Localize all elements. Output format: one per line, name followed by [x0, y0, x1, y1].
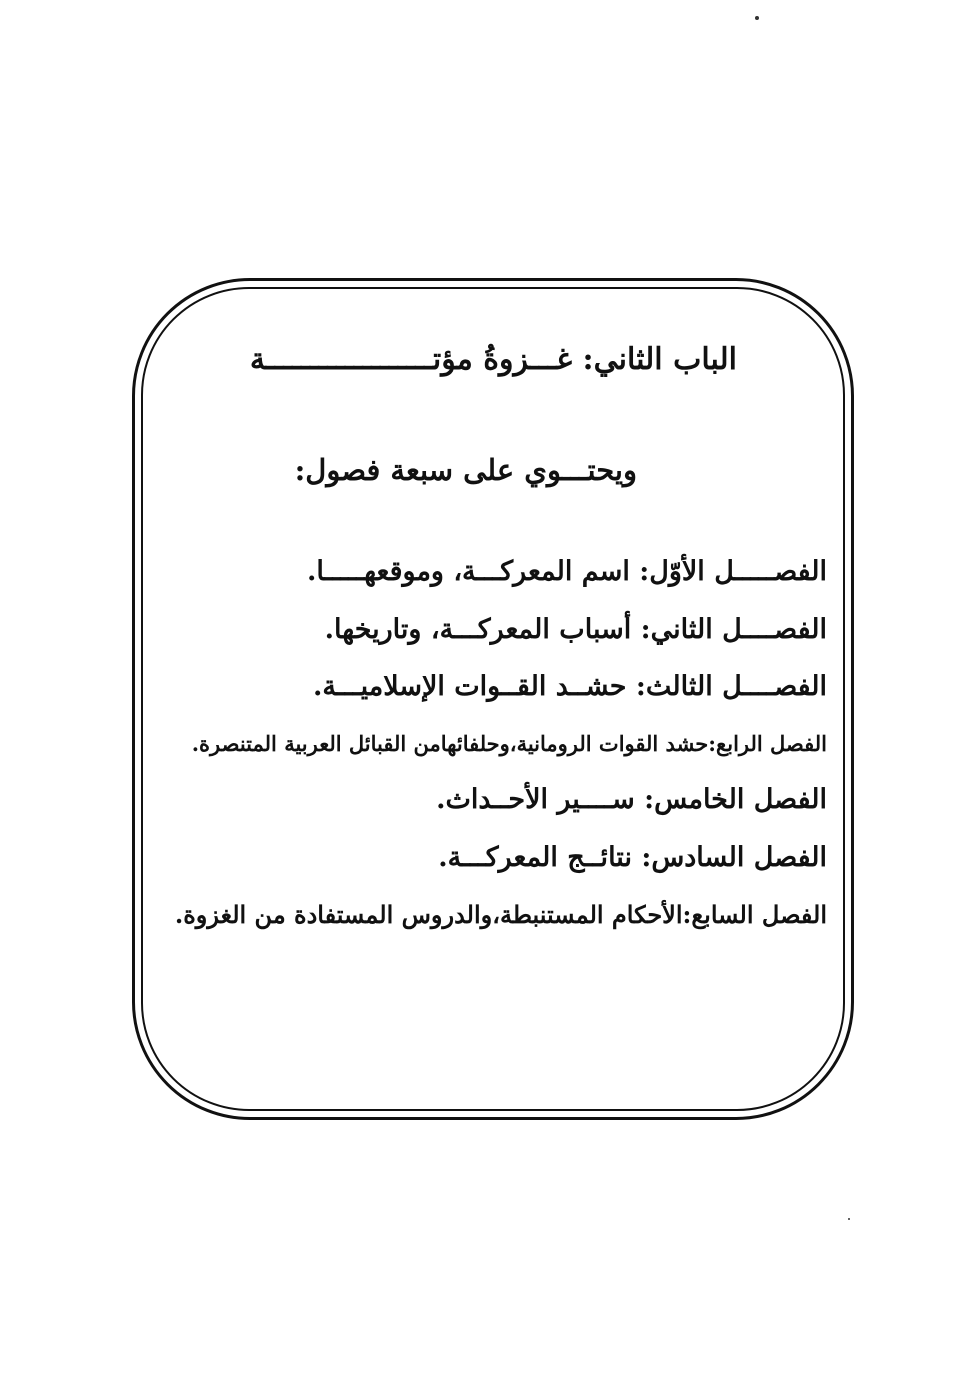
chapter-3: الفصــــل الثالث: حشــد القــوات الإسلاميـــة.	[313, 671, 827, 702]
chapter-5: الفصل الخامس: ســــير الأحــداث.	[436, 784, 827, 815]
scan-speck-top	[755, 16, 759, 20]
chapter-1: الفصـــــل الأوّل: اسم المعركـــة، وموقعهـــــا.	[306, 556, 827, 587]
chapter-2: الفصــــل الثاني: أسباب المعركـــة، وتاريخها.	[324, 614, 827, 645]
chapter-4: الفصل الرابع:حشد القوات الرومانية،وحلفائهامن القبائل العربية المتنصرة.	[191, 731, 827, 756]
chapter-7: الفصل السابع:الأحكام المستنبطة،والدروس المستفادة من الغزوة.	[174, 900, 827, 929]
section-title: الباب الثاني: غـــزوةُ مؤتـــــــــــــــــــة	[249, 342, 737, 377]
scan-speck-bottom	[848, 1218, 850, 1220]
section-subtitle: ويحتـــوي على سبعة فصول:	[294, 453, 637, 487]
chapter-6: الفصل السادس: نتائــج المعركـــة.	[438, 842, 827, 873]
